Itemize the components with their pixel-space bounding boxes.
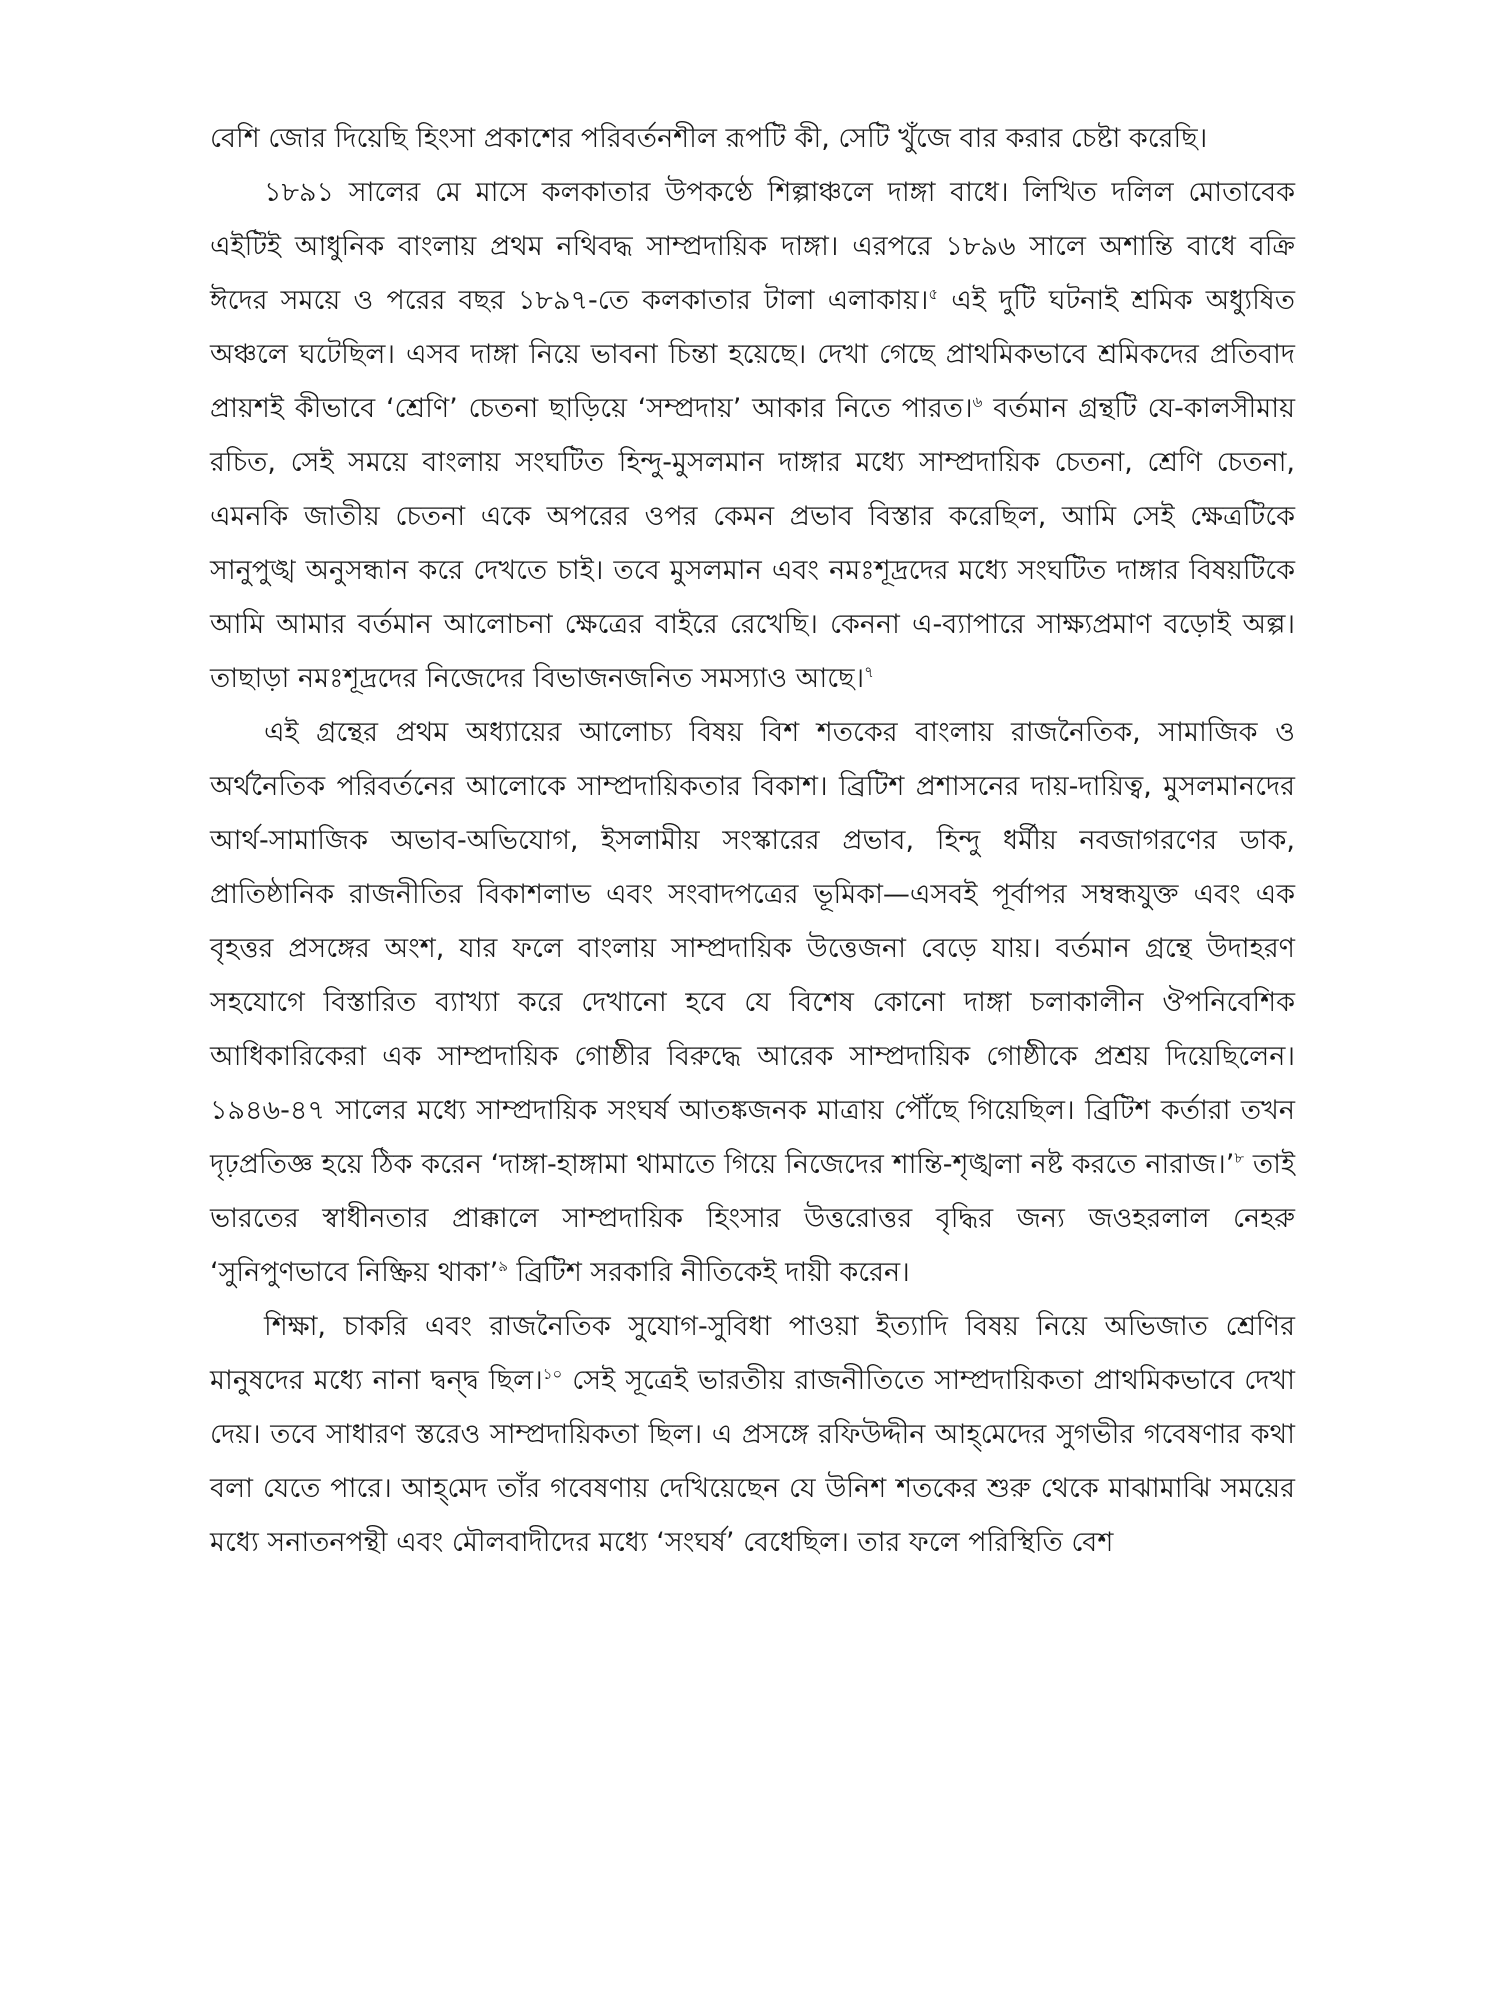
footnote-marker: ৬ (972, 393, 983, 411)
paragraph-3 (210, 706, 1295, 1300)
paragraph-1 (210, 112, 1295, 166)
footnote-marker: ৯ (498, 1257, 508, 1275)
paragraph-2 (210, 166, 1295, 706)
footnote-marker: ৫ (928, 285, 939, 303)
paragraph-text: বর্তমান গ্রন্থটি যে-কালসীমায় রচিত, সেই সময়ে বাংলায় সংঘটিত হিন্দু-মুসলমান দাঙ্গার মধ্যে সাম্প্রদায়িক চেতনা, শ্রেণি চেতনা, এমনকি জাতীয় চেতনা একে অপরের ওপর কেমন প্রভাব বিস্তার করেছিল, আমি সেই ক্ষেত্রটিকে সানুপুঙ্খ অনুসন্ধান করে দেখতে চাই। তবে মুসলমান এবং নমঃশূদ্রদের মধ্যে সংঘটিত দাঙ্গার বিষয়টিকে আমি আমার বর্তমান আলোচনা ক্ষেত্রের বাইরে রেখেছি। কেননা এ-ব্যাপারে সাক্ষ্যপ্রমাণ বড়োই অল্প। তাছাড়া নমঃশূদ্রদের নিজেদের বিভাজনজনিত সমস্যাও আছে। (210, 393, 1295, 694)
paragraph-text: এই দুটি ঘটনাই শ্রমিক অধ্যুষিত অঞ্চলে ঘটেছিল। এসব দাঙ্গা নিয়ে ভাবনা চিন্তা হয়েছে। দেখা গেছে প্রাথমিকভাবে শ্রমিকদের প্রতিবাদ প্রায়শই কীভাবে ‘শ্রেণি’ চেতনা ছাড়িয়ে ‘সম্প্রদায়’ আকার নিতে পারত। (210, 285, 1295, 424)
paragraph-text: তাই ভারতের স্বাধীনতার প্রাক্কালে সাম্প্রদায়িক হিংসার উত্তরোত্তর বৃদ্ধির জন্য জওহরলাল নেহরু ‘সুনিপুণভাবে নিষ্ক্রিয় থাকা’ (210, 1149, 1295, 1288)
footnote-marker: ৮ (1234, 1149, 1245, 1167)
footnote-marker: ৭ (864, 663, 874, 681)
paragraph-text: সেই সূত্রেই ভারতীয় রাজনীতিতে সাম্প্রদায়িকতা প্রাথমিকভাবে দেখা দেয়। তবে সাধারণ স্তরেও সাম্প্রদায়িকতা ছিল। এ প্রসঙ্গে রফিউদ্দীন আহ্‌মেদের সুগভীর গবেষণার কথা বলা যেতে পারে। আহ্‌মেদ তাঁর গবেষণায় দেখিয়েছেন যে উনিশ শতকের শুরু থেকে মাঝামাঝি সময়ের মধ্যে সনাতনপন্থী এবং মৌলবাদীদের মধ্যে ‘সংঘর্ষ’ বেধেছিল। তার ফলে পরিস্থিতি বেশ (210, 1365, 1295, 1558)
paragraph-4 (210, 1300, 1295, 1570)
paragraph-text: শিক্ষা, চাকরি এবং রাজনৈতিক সুযোগ-সুবিধা পাওয়া ইত্যাদি বিষয় নিয়ে অভিজাত শ্রেণির মানুষদের মধ্যে নানা দ্বন্দ্ব ছিল। (210, 1311, 1295, 1396)
paragraph-text: ১৮৯১ সালের মে মাসে কলকাতার উপকণ্ঠে শিল্পাঞ্চলে দাঙ্গা বাধে। লিখিত দলিল মোতাবেক এইটিই আধুনিক বাংলায় প্রথম নথিবদ্ধ সাম্প্রদায়িক দাঙ্গা। এরপরে ১৮৯৬ সালে অশান্তি বাধে বক্রি ঈদের সময়ে ও পরের বছর ১৮৯৭-তে কলকাতার টালা এলাকায়। (210, 177, 1295, 316)
paragraph-text: এই গ্রন্থের প্রথম অধ্যায়ের আলোচ্য বিষয় বিশ শতকের বাংলায় রাজনৈতিক, সামাজিক ও অর্থনৈতিক পরিবর্তনের আলোকে সাম্প্রদায়িকতার বিকাশ। ব্রিটিশ প্রশাসনের দায়-দায়িত্ব, মুসলমানদের আর্থ-সামাজিক অভাব-অভিযোগ, ইসলামীয় সংস্কারের প্রভাব, হিন্দু ধর্মীয় নবজাগরণের ডাক, প্রাতিষ্ঠানিক রাজনীতির বিকাশলাভ এবং সংবাদপত্রের ভূমিকা—এসবই পূর্বাপর সম্বন্ধযুক্ত এবং এক বৃহত্তর প্রসঙ্গের অংশ, যার ফলে বাংলায় সাম্প্রদায়িক উত্তেজনা বেড়ে যায়। বর্তমান গ্রন্থে উদাহরণ সহযোগে বিস্তারিত ব্যাখ্যা করে দেখানো হবে যে বিশেষ কোনো দাঙ্গা চলাকালীন ঔপনিবেশিক আধিকারিকেরা এক সাম্প্রদায়িক গোষ্ঠীর বিরুদ্ধে আরেক সাম্প্রদায়িক গোষ্ঠীকে প্রশ্রয় দিয়েছিলেন। ১৯৪৬-৪৭ সালের মধ্যে সাম্প্রদায়িক সংঘর্ষ আতঙ্কজনক মাত্রায় পৌঁছে গিয়েছিল। ব্রিটিশ কর্তারা তখন দৃঢ়প্রতিজ্ঞ হয়ে ঠিক করেন ‘দাঙ্গা-হাঙ্গামা থামাতে গিয়ে নিজেদের শান্তি-শৃঙ্খলা নষ্ট করতে নারাজ।’ (210, 717, 1295, 1180)
book-page (210, 112, 1295, 1570)
paragraph-text: বেশি জোর দিয়েছি হিংসা প্রকাশের পরিবর্তনশীল রূপটি কী, সেটি খুঁজে বার করার চেষ্টা করেছি। (210, 123, 1208, 154)
footnote-marker: ১০ (542, 1365, 563, 1383)
paragraph-text: ব্রিটিশ সরকারি নীতিকেই দায়ী করেন। (507, 1257, 910, 1288)
